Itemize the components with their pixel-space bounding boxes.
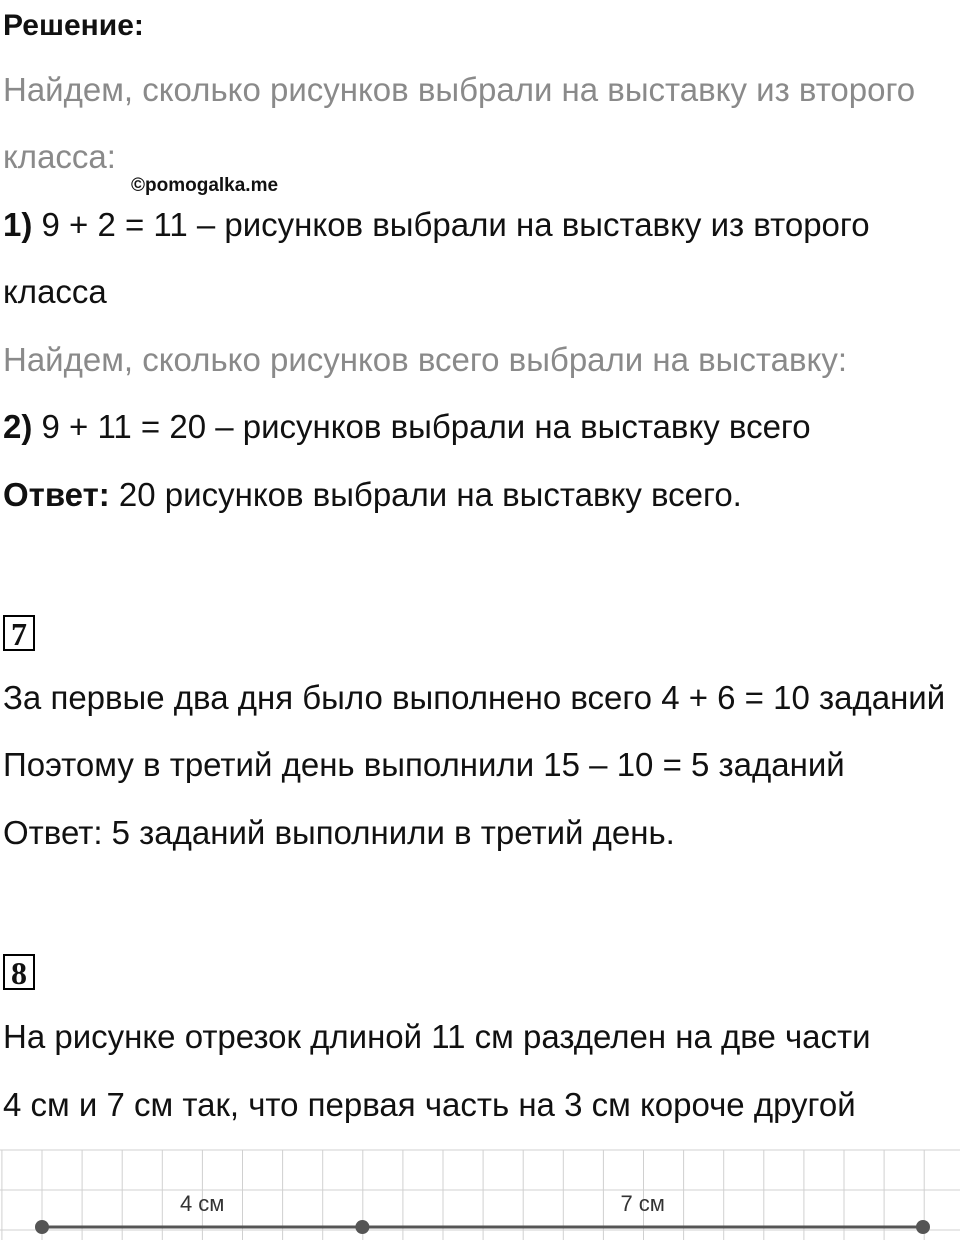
segment-label-first: 4 см — [179, 1191, 225, 1216]
task-7-number: 7 — [3, 615, 35, 651]
step-2-label: 2) — [3, 408, 33, 445]
task-7-line-1: За первые два дня было выполнено всего 4 + 6 = 10 заданий — [3, 679, 946, 716]
segment-figure — [0, 1145, 960, 1240]
task-8-line-1: На рисунке отрезок длиной 11 см разделен на две части — [3, 1018, 871, 1055]
step-1 — [3, 205, 870, 245]
step-1-text: 9 + 2 = 11 – рисунков выбрали на выставку из второго — [32, 206, 870, 243]
task-8-line-2: 4 см и 7 см так, что первая часть на 3 см короче другой — [3, 1086, 856, 1123]
segment-label-second: 7 см — [620, 1191, 665, 1216]
step-2-text: 9 + 11 = 20 – рисунков выбрали на выставку всего — [32, 408, 811, 445]
step-1-label: 1) — [3, 206, 33, 243]
step-1-line-2: класса — [3, 273, 107, 310]
task-8-number: 8 — [3, 954, 35, 990]
answer-text: 20 рисунков выбрали на выставку всего. — [109, 476, 742, 513]
point-start — [35, 1220, 49, 1234]
watermark: ©pomogalka.me — [131, 175, 279, 196]
solution-heading: Решение: — [3, 9, 144, 42]
answer-label: Ответ: — [3, 476, 110, 513]
task-7-line-2: Поэтому в третий день выполнили 15 – 10 = 5 заданий — [3, 746, 845, 783]
answer — [3, 475, 742, 515]
task-7-line-3: Ответ: 5 заданий выполнили в третий день. — [3, 814, 675, 851]
point-divider — [355, 1220, 369, 1234]
step-2 — [3, 407, 811, 447]
hint-2: Найдем, сколько рисунков всего выбрали на выставку: — [3, 341, 847, 378]
hint-1-line-1: Найдем, сколько рисунков выбрали на выставку из второго — [3, 71, 916, 108]
hint-1-line-2: класса: — [3, 138, 116, 175]
point-end — [916, 1220, 930, 1234]
